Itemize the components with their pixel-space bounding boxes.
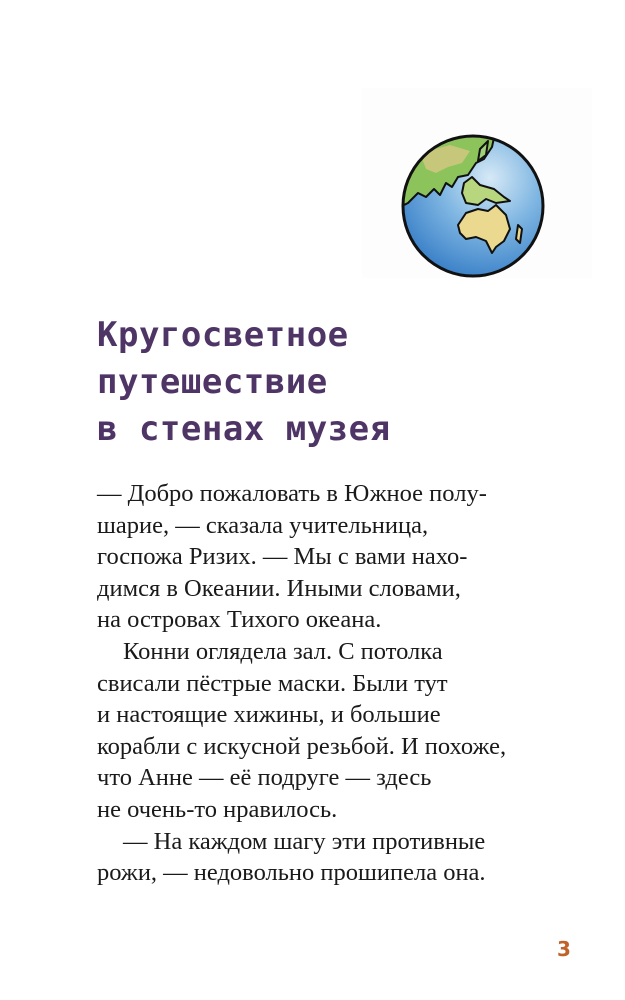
title-line: путешествие [97, 362, 328, 402]
title-line: Кругосветное [97, 315, 349, 355]
globe-icon [400, 133, 546, 279]
text-line: не очень-то нравилось. [97, 795, 338, 823]
text-line: что Анне — её подруге — здесь [97, 764, 432, 792]
text-line: на островах Тихого океана. [97, 606, 382, 634]
chapter-title [97, 312, 391, 453]
text-line: госпожа Ризих. — Мы с вами нахо- [97, 543, 468, 571]
body-text [97, 478, 537, 889]
text-line: — Добро пожаловать в Южное полу- [97, 480, 487, 507]
text-line: шарие, — сказала учительница, [97, 511, 429, 539]
text-line: свисали пёстрые маски. Были тут [97, 669, 448, 697]
text-line: корабли с искусной резьбой. И похоже, [97, 732, 507, 760]
text-line: — На каждом шагу эти противные [123, 827, 486, 855]
page-number: 3 [557, 937, 571, 961]
text-line: димся в Океании. Иными словами, [97, 574, 461, 602]
title-line: в стенах музея [97, 409, 391, 449]
text-line: и настоящие хижины, и большие [97, 701, 441, 729]
text-line: рожи, — недовольно прошипела она. [97, 859, 486, 887]
text-line: Конни оглядела зал. С потолка [123, 637, 443, 665]
